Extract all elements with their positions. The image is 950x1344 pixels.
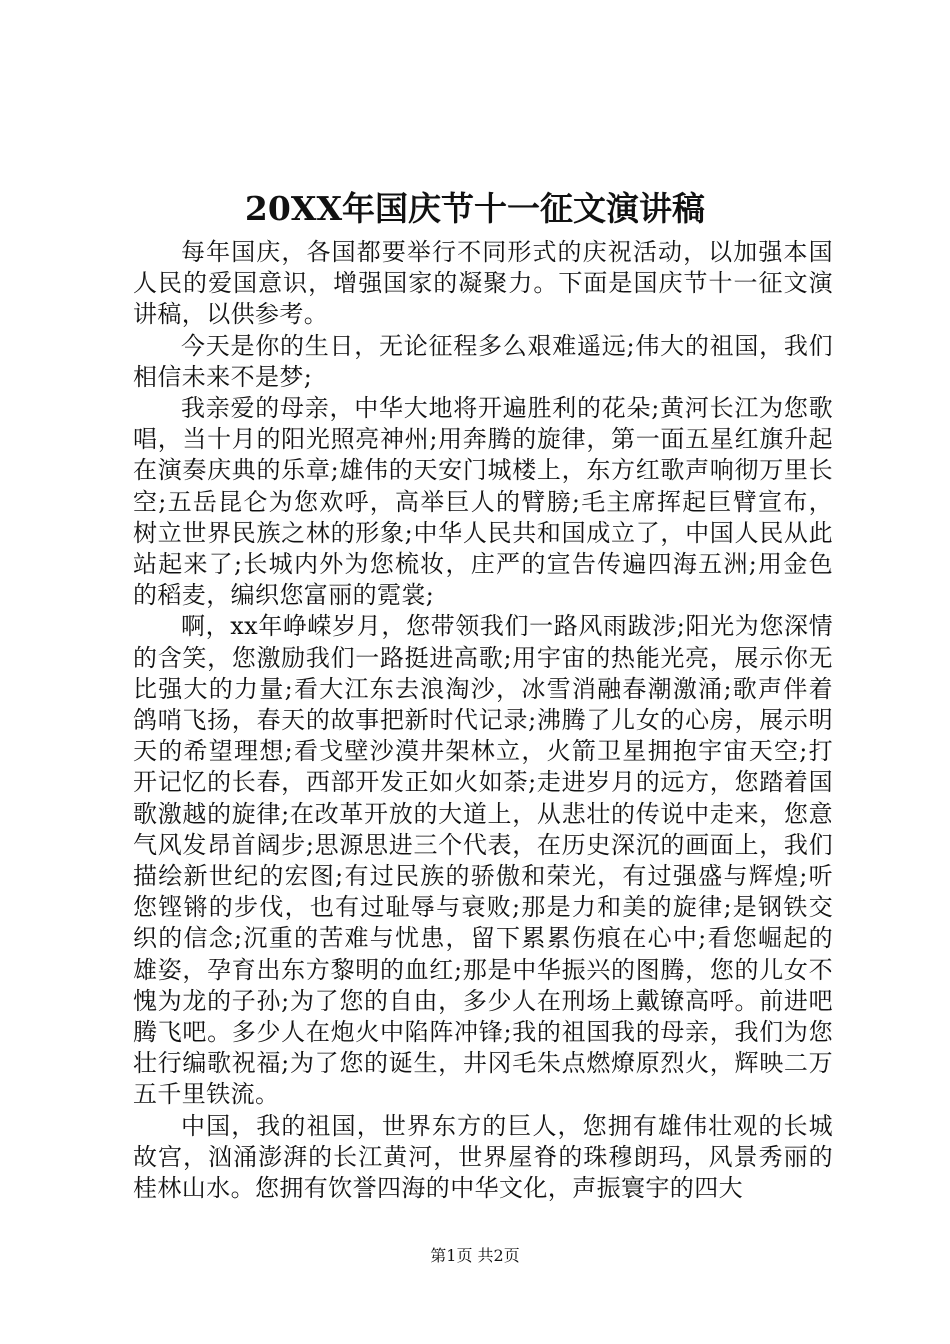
- paragraph: 啊，xx年峥嵘岁月，您带领我们一路风雨跋涉;阳光为您深情的含笑，您激励我们一路挺进高歌;用宇宙的热能光亮，展示你无比强大的力量;看大江东去浪淘沙，冰雪消融春潮激涌;歌声伴着鸽哨飞扬，春天的故事把新时代记录;沸腾了儿女的心房，展示明天的希望理想;看戈壁沙漠井架林立，火箭卫星拥抱宇宙天空;打开记忆的长春，西部开发正如火如荼;走进岁月的远方，您踏着国歌激越的旋律;在改革开放的大道上，从悲壮的传说中走来，您意气风发昂首阔步;思源思进三个代表，在历史深沉的画面上，我们描绘新世纪的宏图;有过民族的骄傲和荣光，有过强盛与辉煌;听您铿锵的步伐，也有过耻辱与衰败;那是力和美的旋律;是钢铁交织的信念;沉重的苦难与忧患，留下累累伤痕在心中;看您崛起的雄姿，孕育出东方黎明的血红;那是中华振兴的图腾，您的儿女不愧为龙的子孙;为了您的自由，多少人在刑场上戴镣高呼。前进吧腾飞吧。多少人在炮火中陷阵冲锋;我的祖国我的母亲，我们为您壮行编歌祝福;为了您的诞生，井冈毛朱点燃燎原烈火，辉映二万五千里铁流。: [133, 612, 833, 1109]
- paragraph: 今天是你的生日，无论征程多么艰难遥远;伟大的祖国，我们相信未来不是梦;: [133, 331, 833, 391]
- document-title: 20XX年国庆节十一征文演讲稿: [244, 189, 706, 228]
- paragraph: 每年国庆，各国都要举行不同形式的庆祝活动，以加强本国人民的爱国意识，增强国家的凝聚力。下面是国庆节十一征文演讲稿，以供参考。: [133, 238, 833, 329]
- document-body: [133, 237, 833, 1204]
- paragraph: 中国，我的祖国，世界东方的巨人，您拥有雄伟壮观的长城故宫，汹涌澎湃的长江黄河，世界屋脊的珠穆朗玛，风景秀丽的桂林山水。您拥有饮誉四海的中华文化，声振寰宇的四大: [133, 1111, 833, 1203]
- paragraph: 我亲爱的母亲，中华大地将开遍胜利的花朵;黄河长江为您歌唱，当十月的阳光照亮神州;用奔腾的旋律，第一面五星红旗升起在演奏庆典的乐章;雄伟的天安门城楼上，东方红歌声响彻万里长空;五岳昆仑为您欢呼，高举巨人的臂膀;毛主席挥起巨臂宣布，树立世界民族之林的形象;中华人民共和国成立了，中国人民从此站起来了;长城内外为您梳妆，庄严的宣告传遍四海五洲;用金色的稻麦，编织您富丽的霓裳;: [133, 394, 833, 610]
- page-number-footer: 第1页 共2页: [430, 1246, 520, 1265]
